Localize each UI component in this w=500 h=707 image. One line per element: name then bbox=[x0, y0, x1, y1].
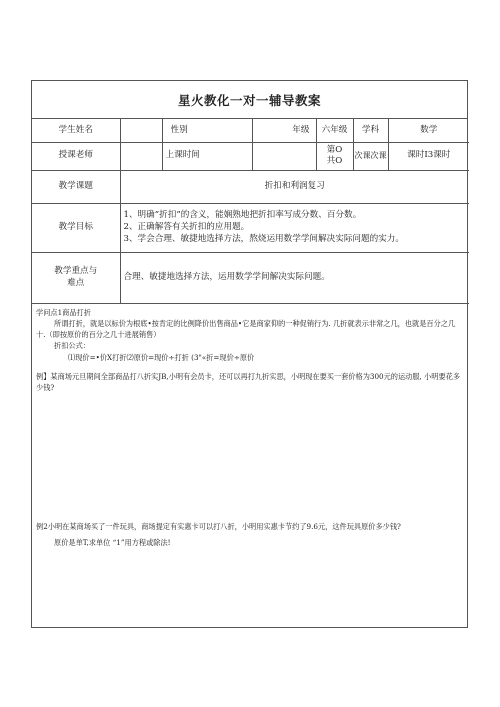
keypoints-label-line2: 难点 bbox=[67, 277, 85, 288]
keypoints-label bbox=[32, 252, 120, 303]
discount-formula: ⑴现价=•价X打折⑵原价=现价÷打折 (3"«折=现价÷原价 bbox=[68, 352, 255, 362]
session-unit: 次课次课 bbox=[353, 142, 388, 170]
grade-label: 年级 bbox=[252, 119, 316, 142]
goals-list bbox=[120, 203, 469, 252]
topic-value: 折扣和利润复习 bbox=[120, 170, 469, 203]
lesson-duration: 课时I3课时 bbox=[388, 142, 469, 170]
student-name-label: 学生姓名 bbox=[32, 119, 120, 142]
goals-row bbox=[32, 203, 469, 252]
goal-item: 2、正确解答有关折扣的应用题。 bbox=[123, 221, 250, 232]
subject-label: 学科 bbox=[353, 119, 388, 142]
session-count bbox=[316, 142, 353, 170]
lesson-info-table bbox=[32, 119, 469, 304]
keypoints-label-line1: 教学重点与 bbox=[54, 266, 98, 277]
class-time-label: 上课时间 bbox=[162, 142, 252, 170]
example-2-hint: 原价是单T,求单位 “1”用方程或除法! bbox=[54, 538, 171, 547]
info-row-teacher bbox=[32, 142, 469, 170]
keypoints-row bbox=[32, 252, 469, 303]
grade-value: 六年级 bbox=[316, 119, 353, 142]
lesson-plan-sheet bbox=[31, 80, 468, 628]
gender-label: 性别 bbox=[162, 119, 252, 142]
subject-value: 数学 bbox=[388, 119, 469, 142]
teacher-label: 授课老师 bbox=[32, 142, 120, 170]
example-1: 例】某商场元旦期间全部商品打八折实JB,小明有会员卡，还可以再打九折实思，小明现在要买一套价格为300元的运动服, 小明要花多少钱? bbox=[36, 371, 461, 392]
topic-row bbox=[32, 170, 469, 203]
goals-label: 教学目标 bbox=[32, 203, 120, 252]
keypoints-value: 合理、敏捷地选择方法，运用数学学间解决实际问题。 bbox=[120, 252, 469, 303]
goal-item: 3、学会合理、敏捷地选择方法，熬烧运用数学学间解决实际问题的实力。 bbox=[123, 234, 404, 245]
section-heading: 学问点1商品打折 bbox=[36, 308, 91, 317]
discount-explanation: 所谓打折，就是以标价为根底•按肯定的比例降价出售商品•它是商家仰的一种促销行为. 几折就表示非常之几，也就是百分之几十.（即按原价的百分之几十进展销售） bbox=[36, 319, 456, 340]
session-current: 第O bbox=[326, 144, 343, 155]
info-row-student bbox=[32, 119, 469, 142]
topic-label: 教学课题 bbox=[32, 170, 120, 203]
class-time-value bbox=[252, 142, 316, 170]
page-title: 星火教化一对一辅导教案 bbox=[32, 81, 467, 119]
lesson-content bbox=[32, 303, 467, 627]
student-name-value bbox=[120, 119, 162, 142]
goal-item: 1、明确”折扣”的含义，能娴熟地把折扣率写成分数、百分数。 bbox=[123, 209, 362, 220]
teacher-value bbox=[120, 142, 162, 170]
example-2: 例2小明在某商场买了一件玩具，商场提定有实惠卡可以打八折，小明用实惠卡节约了9.6元，这件玩具原价多少钱? bbox=[36, 522, 401, 531]
formula-label: 折扣公式： bbox=[54, 341, 90, 351]
session-total: 共O bbox=[326, 156, 343, 166]
